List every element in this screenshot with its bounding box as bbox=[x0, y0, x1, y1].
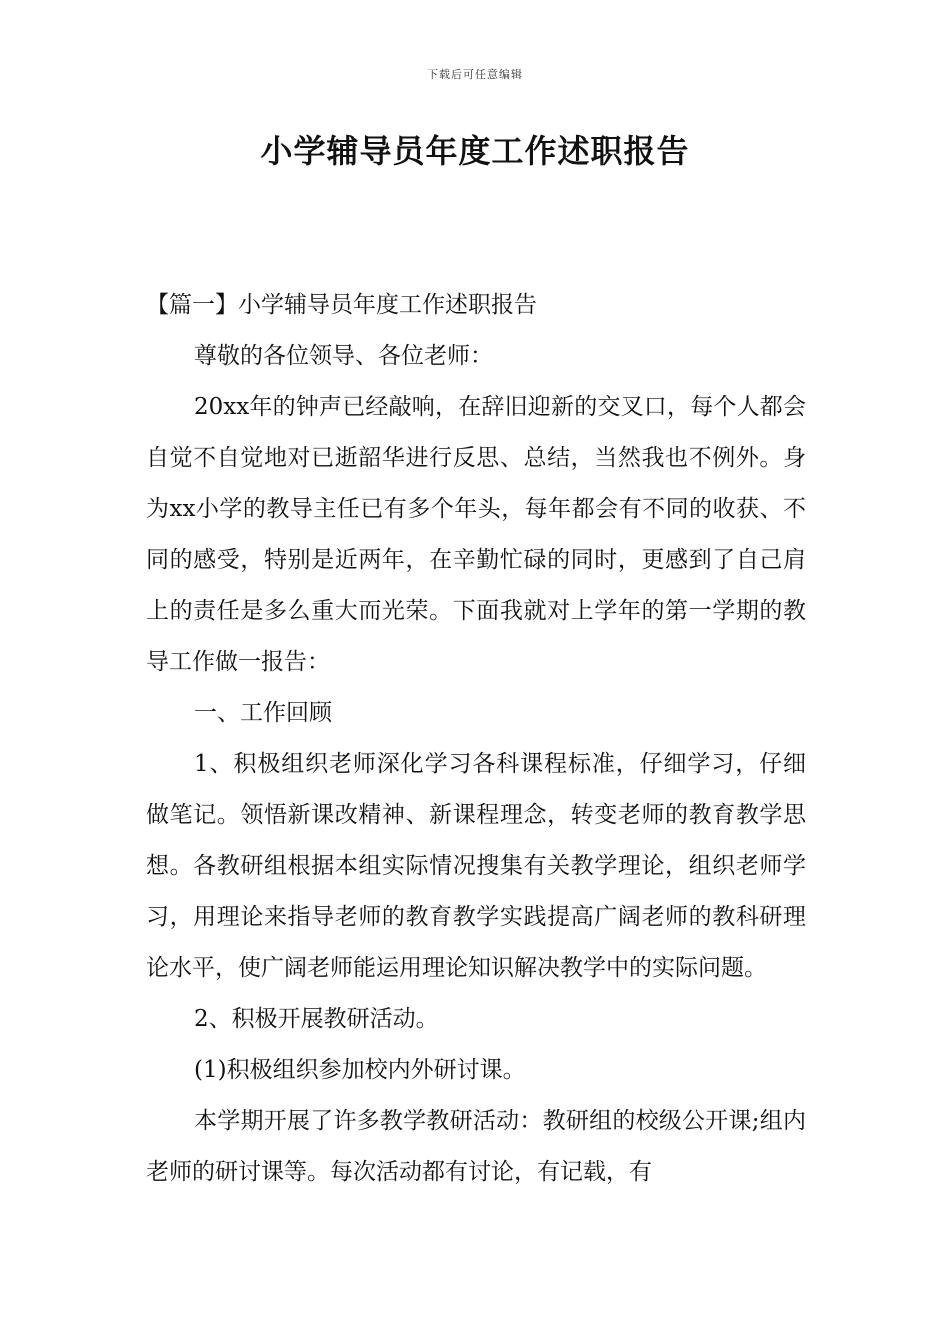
intro-paragraph: 20xx年的钟声已经敲响，在辞旧迎新的交叉口，每个人都会自觉不自觉地对已逝韶华进行反思、总结，当然我也不例外。身为xx小学的教导主任已有多个年头，每年都会有不同的收获、不同的感受，特别是近两年，在辛勤忙碌的同时，更感到了自己肩上的责任是多么重大而光荣。下面我就对上学年的第一学期的教导工作做一报告： bbox=[146, 394, 806, 675]
item-1-paragraph: 1、积极组织老师深化学习各科课程标准，仔细学习，仔细做笔记。领悟新课改精神、新课程理念，转变老师的教育教学思想。各教研组根据本组实际情况搜集有关教学理论，组织老师学习，用理论来指导老师的教育教学实践提高广阔老师的教科研理论水平，使广阔老师能运用理论知识解决教学中的实际问题。 bbox=[146, 751, 806, 981]
header-note: 下载后可任意编辑 bbox=[427, 68, 523, 81]
section-heading: 【篇一】小学辅导员年度工作述职报告 bbox=[146, 292, 537, 318]
salutation: 尊敬的各位领导、各位老师： bbox=[194, 343, 493, 369]
document-body bbox=[146, 280, 806, 1198]
subheading-review: 一、工作回顾 bbox=[194, 700, 332, 726]
activities-paragraph: 本学期开展了许多教学教研活动：教研组的校级公开课;组内老师的研讨课等。每次活动都有讨论，有记载，有 bbox=[146, 1108, 806, 1185]
document-title: 小学辅导员年度工作述职报告 bbox=[260, 132, 690, 170]
item-2-heading: 2、积极开展教研活动。 bbox=[194, 1006, 439, 1032]
item-2-1-heading: (1)积极组织参加校内外研讨课。 bbox=[194, 1057, 526, 1083]
